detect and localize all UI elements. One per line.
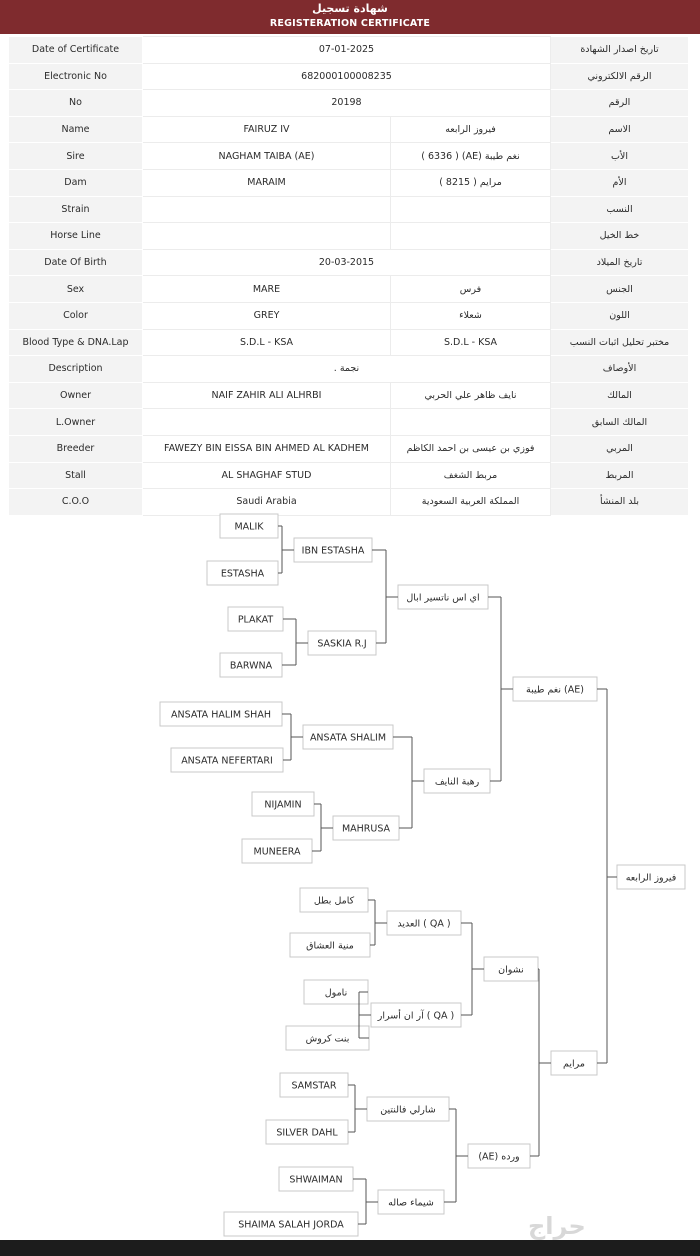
value-date-of-birth: 20-03-2015: [143, 249, 551, 276]
pedigree-dam: [551, 1051, 597, 1075]
label-ar-breeder: المربي: [551, 435, 689, 462]
pedigree-g4-16: [224, 1212, 358, 1236]
value-ar-sire: نغم طيبة (AE) ( 6336 ): [391, 143, 551, 170]
label-ar-electronic-no: الرقم الالكتروني: [551, 63, 689, 90]
value-description: نجمة .: [143, 356, 551, 383]
pedigree-g4-9: [300, 888, 368, 912]
svg-text:IBN ESTASHA: IBN ESTASHA: [301, 545, 365, 557]
label-en-color: Color: [9, 302, 143, 329]
label-ar-owner: المالك: [551, 382, 689, 409]
pedigree-g4-10: [290, 933, 370, 957]
label-ar-color: اللون: [551, 302, 689, 329]
pedigree-sire: [513, 677, 597, 701]
svg-text:نغم طيبة (AE): نغم طيبة (AE): [526, 684, 584, 696]
value-en-sire: NAGHAM TAIBA (AE): [143, 143, 391, 170]
value-ar-l-owner: [391, 409, 551, 436]
svg-text:ANSATA HALIM SHAH: ANSATA HALIM SHAH: [171, 709, 271, 721]
value-electronic-no: 682000100008235: [143, 63, 551, 90]
svg-text:فيروز الرابعه: فيروز الرابعه: [625, 872, 677, 884]
pedigree-g3-7: [367, 1097, 449, 1121]
pedigree-dam-dam: [468, 1144, 530, 1168]
row-description: [9, 356, 689, 383]
svg-text:MALIK: MALIK: [234, 521, 264, 533]
pedigree-tree: [0, 500, 700, 1240]
row-owner: [9, 382, 689, 409]
pedigree-g4-12: [286, 1026, 369, 1050]
pedigree-sire-dam: [424, 769, 490, 793]
label-ar-sire: الأب: [551, 143, 689, 170]
label-ar-sex: الجنس: [551, 276, 689, 303]
svg-text:PLAKAT: PLAKAT: [237, 614, 274, 626]
svg-text:بنت كروش: بنت كروش: [305, 1033, 350, 1045]
row-sire: [9, 143, 689, 170]
label-en-no: No: [9, 90, 143, 117]
pedigree-sire-sire: [398, 585, 488, 609]
pedigree-g4-7: [252, 792, 314, 816]
value-en-owner: NAIF ZAHIR ALI ALHRBI: [143, 382, 391, 409]
row-l-owner: [9, 409, 689, 436]
pedigree-g3-2: [308, 631, 376, 655]
row-name: [9, 116, 689, 143]
svg-text:نامول: نامول: [324, 987, 348, 999]
label-ar-date-of-certificate: تاريخ اصدار الشهادة: [551, 37, 689, 64]
value-en-dam: MARAIM: [143, 169, 391, 196]
value-en-blood-type: S.D.L - KSA: [143, 329, 391, 356]
svg-text:منية العشاق: منية العشاق: [306, 940, 354, 952]
pedigree-g4-5: [160, 702, 282, 726]
label-en-name: Name: [9, 116, 143, 143]
label-en-horse-line: Horse Line: [9, 223, 143, 250]
value-en-name: FAIRUZ IV: [143, 116, 391, 143]
watermark-logo: حراج: [528, 1212, 586, 1240]
pedigree-g4-11: [304, 980, 368, 1004]
value-en-color: GREY: [143, 302, 391, 329]
value-ar-coo: المملكة العربية السعودية: [391, 489, 551, 516]
value-ar-stall: مربط الشغف: [391, 462, 551, 489]
certificate-title-ar: شهادة تسجيل: [312, 2, 388, 15]
row-date-of-certificate: [9, 37, 689, 64]
svg-text:ANSATA NEFERTARI: ANSATA NEFERTARI: [181, 755, 273, 767]
pedigree-g4-1: [220, 514, 278, 538]
value-ar-color: شعلاء: [391, 302, 551, 329]
label-en-strain: Strain: [9, 196, 143, 223]
label-ar-stall: المربط: [551, 462, 689, 489]
svg-text:ESTASHA: ESTASHA: [220, 568, 265, 580]
value-en-horse-line: [143, 223, 391, 250]
row-breeder: [9, 435, 689, 462]
certificate-title-en: REGISTERATION CERTIFICATE: [269, 18, 431, 29]
label-en-owner: Owner: [9, 382, 143, 409]
value-en-strain: [143, 196, 391, 223]
svg-text:MUNEERA: MUNEERA: [253, 846, 301, 858]
svg-text:شيماء صاله: شيماء صاله: [388, 1197, 434, 1209]
svg-text:BARWNA: BARWNA: [229, 660, 273, 672]
pedigree-g3-6: [371, 1003, 461, 1027]
label-en-date-of-certificate: Date of Certificate: [9, 37, 143, 64]
pedigree-g4-6: [171, 748, 283, 772]
value-en-sex: MARE: [143, 276, 391, 303]
row-dam: [9, 169, 689, 196]
value-ar-owner: نايف ظاهر علي الحربي: [391, 382, 551, 409]
value-ar-blood-type: S.D.L - KSA: [391, 329, 551, 356]
value-ar-strain: [391, 196, 551, 223]
row-stall: [9, 462, 689, 489]
pedigree-g4-13: [280, 1073, 348, 1097]
value-en-coo: Saudi Arabia: [143, 489, 391, 516]
svg-text:SHWAIMAN: SHWAIMAN: [289, 1174, 343, 1186]
svg-text:SILVER DAHL: SILVER DAHL: [276, 1127, 338, 1139]
value-no: 20198: [143, 90, 551, 117]
svg-text:SAMSTAR: SAMSTAR: [291, 1080, 337, 1092]
pedigree-g4-8: [242, 839, 312, 863]
pedigree-g4-14: [266, 1120, 348, 1144]
value-en-stall: AL SHAGHAF STUD: [143, 462, 391, 489]
label-ar-coo: بلد المنشأ: [551, 489, 689, 516]
label-en-dam: Dam: [9, 169, 143, 196]
value-ar-horse-line: [391, 223, 551, 250]
label-ar-no: الرقم: [551, 90, 689, 117]
row-strain: [9, 196, 689, 223]
label-en-breeder: Breeder: [9, 435, 143, 462]
value-ar-breeder: فوزي بن عيسى بن احمد الكاظم: [391, 435, 551, 462]
label-en-description: Description: [9, 356, 143, 383]
label-en-sire: Sire: [9, 143, 143, 170]
pedigree-g3-5: [387, 911, 461, 935]
label-ar-dam: الأم: [551, 169, 689, 196]
pedigree-dam-sire: [484, 957, 538, 981]
label-en-stall: Stall: [9, 462, 143, 489]
footer-bar: [0, 1240, 700, 1256]
label-ar-description: الأوصاف: [551, 356, 689, 383]
pedigree-g3-8: [378, 1190, 444, 1214]
row-electronic-no: [9, 63, 689, 90]
label-ar-date-of-birth: تاريخ الميلاد: [551, 249, 689, 276]
label-ar-horse-line: خط الخيل: [551, 223, 689, 250]
pedigree-g4-3: [228, 607, 283, 631]
svg-text:مرايم: مرايم: [563, 1058, 585, 1070]
value-ar-sex: فرس: [391, 276, 551, 303]
svg-text:شارلي فالنتين: شارلي فالنتين: [380, 1104, 436, 1116]
value-ar-name: فيروز الرابعه: [391, 116, 551, 143]
label-en-electronic-no: Electronic No: [9, 63, 143, 90]
pedigree-g4-2: [207, 561, 278, 585]
row-horse-line: [9, 223, 689, 250]
svg-text:العديد ( QA ): العديد ( QA ): [397, 918, 451, 930]
row-no: [9, 90, 689, 117]
value-ar-dam: مرايم ( 8215 ): [391, 169, 551, 196]
label-ar-strain: النسب: [551, 196, 689, 223]
svg-text:اي اس ناتسير ابال: اي اس ناتسير ابال: [406, 592, 480, 604]
pedigree-g3-4: [333, 816, 399, 840]
svg-text:آر ان أسرار ( QA ): آر ان أسرار ( QA ): [377, 1010, 455, 1022]
label-en-l-owner: L.Owner: [9, 409, 143, 436]
label-en-date-of-birth: Date Of Birth: [9, 249, 143, 276]
pedigree-g3-1: [294, 538, 372, 562]
label-en-sex: Sex: [9, 276, 143, 303]
certificate-table: [8, 36, 689, 516]
label-en-blood-type: Blood Type & DNA.Lap: [9, 329, 143, 356]
value-date-of-certificate: 07-01-2025: [143, 37, 551, 64]
row-date-of-birth: [9, 249, 689, 276]
svg-text:نشوان: نشوان: [498, 964, 524, 976]
svg-text:(AE) ورده: (AE) ورده: [478, 1151, 520, 1163]
label-en-coo: C.O.O: [9, 489, 143, 516]
svg-text:ANSATA SHALIM: ANSATA SHALIM: [309, 732, 387, 744]
svg-text:SHAIMA SALAH JORDA: SHAIMA SALAH JORDA: [238, 1219, 344, 1231]
row-color: [9, 302, 689, 329]
pedigree-g4-4: [220, 653, 282, 677]
pedigree-g3-3: [303, 725, 393, 749]
svg-text:رهبة النايف: رهبة النايف: [434, 776, 480, 788]
row-blood-type: [9, 329, 689, 356]
pedigree-horse: [617, 865, 685, 889]
label-ar-blood-type: مختبر تحليل اثبات النسب: [551, 329, 689, 356]
svg-text:كامل بطل: كامل بطل: [313, 895, 355, 907]
label-ar-name: الاسم: [551, 116, 689, 143]
value-en-l-owner: [143, 409, 391, 436]
value-en-breeder: FAWEZY BIN EISSA BIN AHMED AL KADHEM: [143, 435, 391, 462]
row-sex: [9, 276, 689, 303]
pedigree-g4-15: [279, 1167, 353, 1191]
label-ar-l-owner: المالك السابق: [551, 409, 689, 436]
svg-text:MAHRUSA: MAHRUSA: [341, 823, 391, 835]
svg-text:NIJAMIN: NIJAMIN: [264, 799, 302, 811]
svg-text:SASKIA R.J: SASKIA R.J: [317, 638, 367, 650]
certificate-header: [0, 0, 700, 34]
